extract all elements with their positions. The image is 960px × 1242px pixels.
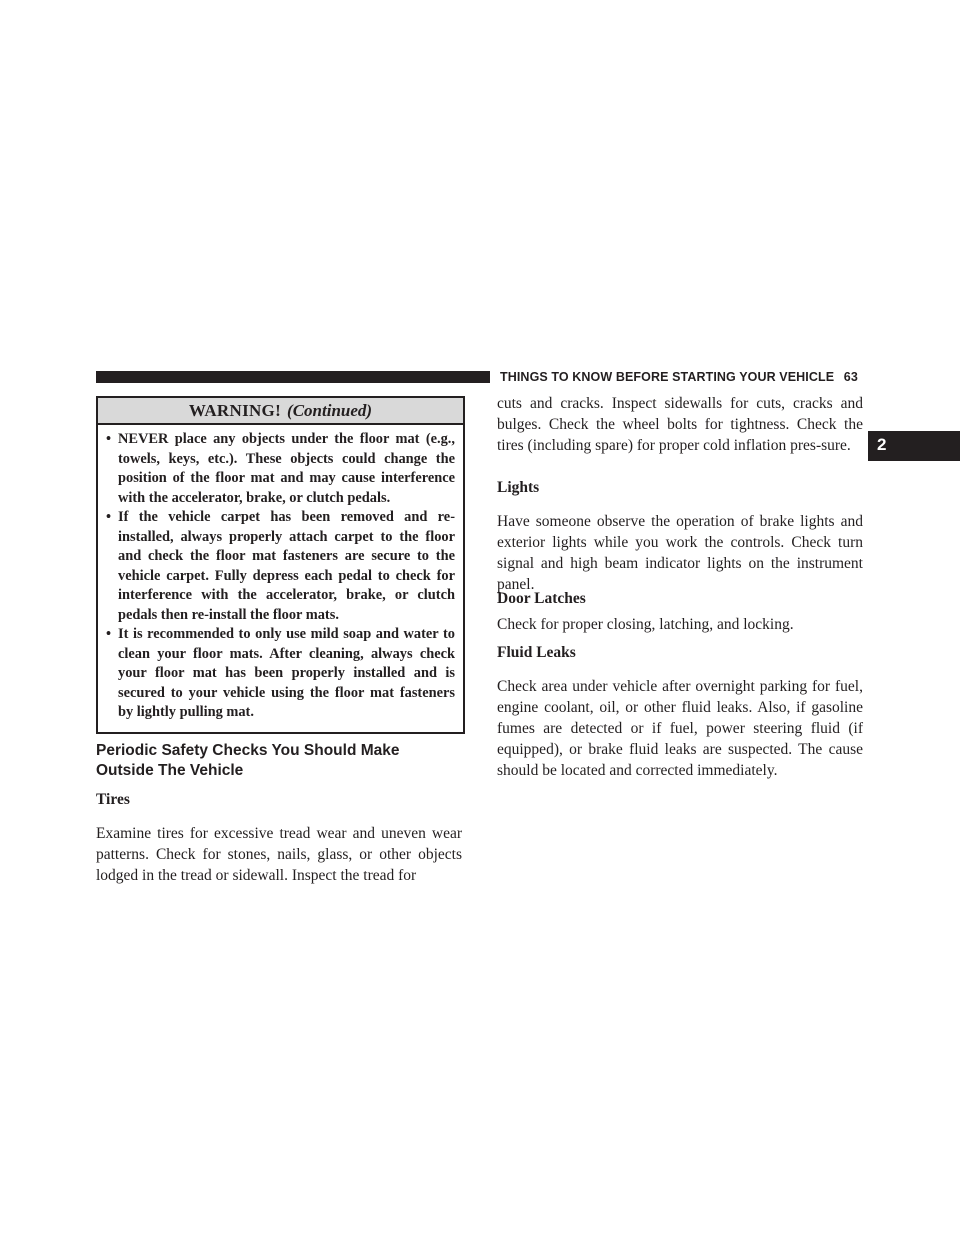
fluid-leaks-heading: Fluid Leaks	[497, 644, 576, 661]
door-latches-heading: Door Latches	[497, 590, 586, 607]
section-heading-line: Periodic Safety Checks You Should Make	[96, 742, 400, 759]
fluid-leaks-paragraph: Check area under vehicle after overnight parking for fuel, engine coolant, oil, or other fluid leaks. Also, if gasoline fumes are detected or if fuel, power steering fluid (if equipped), or brake fluid leaks are suspected. The cause should be located and corrected immediately.	[497, 678, 863, 779]
page-number: 63	[843, 370, 858, 384]
section-heading	[96, 741, 466, 781]
warning-item-text: NEVER place any objects under the floor mat (e.g., towels, keys, etc.). These objects could change the position of the floor mat and may cause interference with the accelerator, brake, or clutch pedals.	[118, 431, 455, 506]
warning-item	[106, 508, 455, 625]
tires-paragraph-left: Examine tires for excessive tread wear and uneven wear patterns. Check for stones, nails, glass, or other objects lodged in the tread or sidewall. Inspect the tread for	[96, 825, 462, 884]
warning-item-text: It is recommended to only use mild soap and water to clean your floor mats. After cleaning, always check your floor mat has been properly installed and is secured to your vehicle using the floor mat fasteners by lightly pulling mat.	[118, 626, 455, 720]
bullet-icon: •	[106, 626, 112, 642]
warning-title: WARNING!	[188, 401, 282, 420]
section-heading-line: Outside The Vehicle	[96, 762, 244, 779]
bullet-icon: •	[106, 509, 112, 525]
warning-list	[98, 425, 463, 723]
warning-header	[98, 398, 463, 425]
running-title: THINGS TO KNOW BEFORE STARTING YOUR VEHICLE	[500, 370, 835, 384]
bullet-icon: •	[106, 431, 112, 447]
lights-heading: Lights	[497, 479, 540, 496]
door-latches-paragraph: Check for proper closing, latching, and locking.	[497, 616, 794, 633]
chapter-tab	[868, 431, 960, 461]
tires-paragraph-right: cuts and cracks. Inspect sidewalls for cuts, cracks and bulges. Check the wheel bolts for tightness. Check the tires (including spare) for proper cold inflation pres-sure.	[497, 395, 863, 454]
warning-item	[106, 625, 455, 723]
tires-heading: Tires	[96, 791, 130, 808]
warning-box	[96, 396, 465, 734]
warning-item	[106, 430, 455, 508]
chapter-number: 2	[877, 435, 887, 454]
header-rule	[96, 371, 490, 383]
running-header	[500, 370, 858, 384]
lights-paragraph: Have someone observe the operation of brake lights and exterior lights while you work the controls. Check turn signal and high beam indicator lights on the instrument panel.	[497, 513, 863, 593]
warning-item-text: If the vehicle carpet has been removed and re-installed, always properly attach carpet to the floor and check the floor mat fasteners are secure to the vehicle carpet. Fully depress each pedal to check for interference with the accelerator, brake, or clutch pedals then re-install the floor mats.	[118, 509, 455, 623]
warning-continued: (Continued)	[287, 401, 373, 420]
